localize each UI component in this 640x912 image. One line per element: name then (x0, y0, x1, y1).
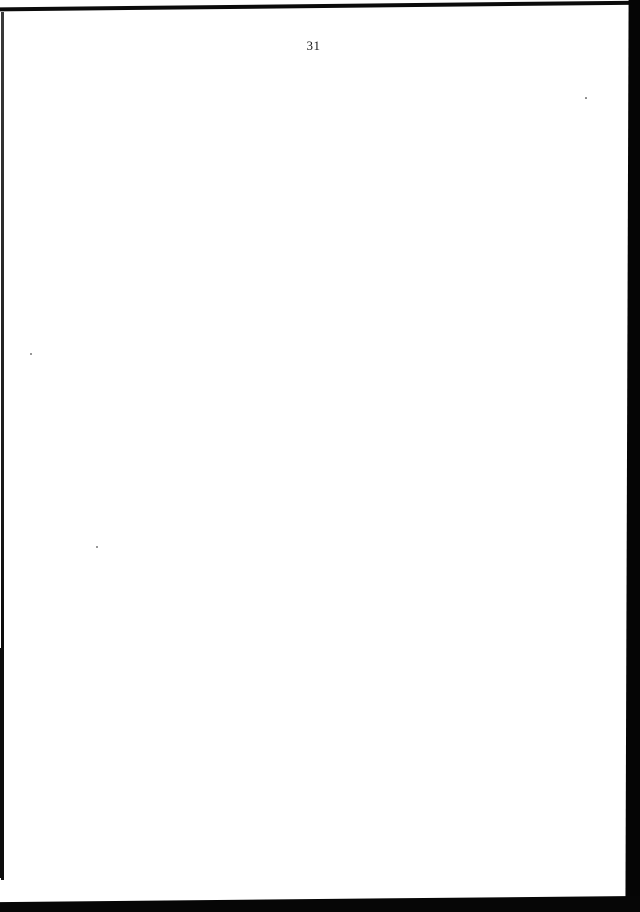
scan-speck (585, 97, 587, 99)
scan-edge-bottom (0, 896, 640, 912)
scan-speck (30, 353, 32, 355)
scan-edge-right (625, 0, 640, 912)
scan-edge-left-thick (0, 648, 4, 878)
scan-edge-top (0, 1, 640, 12)
scan-speck (96, 546, 98, 548)
page-number: 31 (306, 38, 321, 53)
